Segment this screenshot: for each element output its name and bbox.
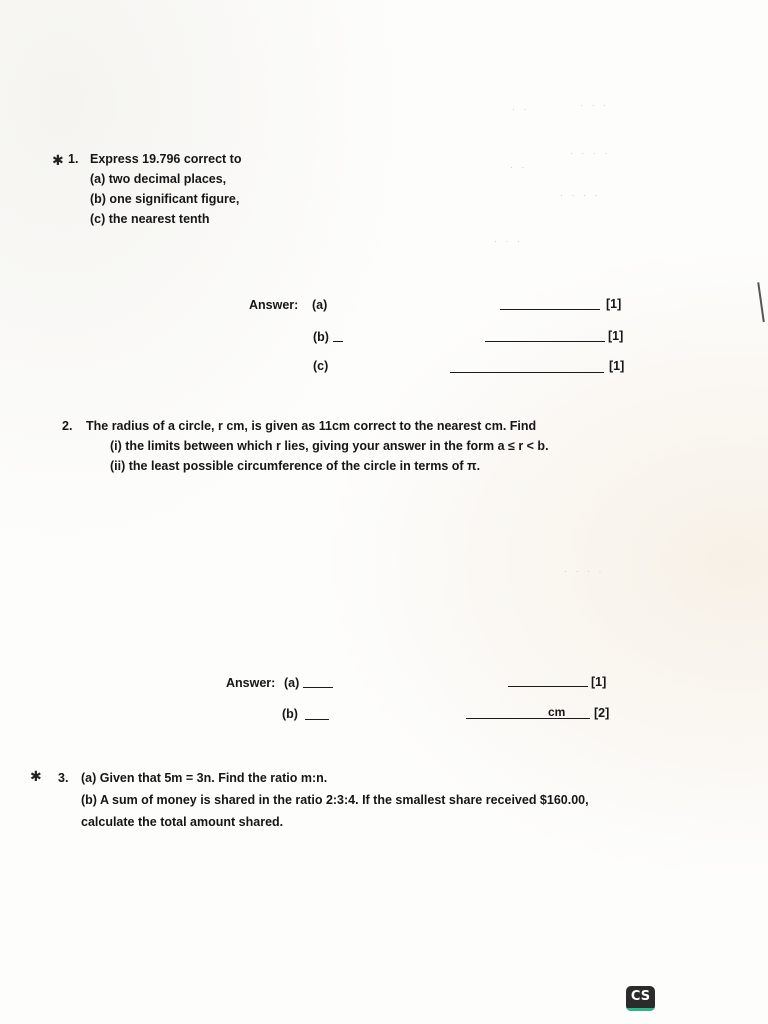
scan-smudge: · · (510, 162, 528, 172)
answer-part-label: (a) (284, 676, 300, 690)
answer-line-2b[interactable] (466, 718, 590, 719)
margin-star-icon: ✱ (52, 152, 64, 168)
answer-part-label: (c) (313, 359, 329, 373)
answer-label: Answer: (226, 676, 276, 690)
marks-badge: [2] (594, 706, 610, 720)
answer-part-label: (a) (312, 298, 328, 312)
question-1-line: (b) one significant figure, (90, 192, 240, 206)
marks-badge: [1] (608, 329, 624, 343)
scan-smudge: · · (512, 104, 530, 114)
scan-smudge: · · · · (564, 566, 605, 576)
marks-badge: [1] (606, 297, 622, 311)
unit-label: cm (548, 705, 566, 719)
question-3 (58, 767, 589, 833)
question-2 (62, 416, 549, 476)
question-2-line: (ii) the least possible circumference of the circle in terms of π. (110, 459, 481, 473)
question-1-line: (a) two decimal places, (90, 172, 227, 186)
scan-smudge: · · · · (560, 190, 601, 200)
question-2-number: 2. (62, 419, 73, 433)
page-edge-mark (757, 282, 768, 322)
camscanner-logo-icon: CS (626, 986, 655, 1011)
answer-line-1a[interactable] (500, 309, 600, 310)
scan-smudge: · · · · (570, 148, 611, 158)
answer-line-1c[interactable] (450, 372, 604, 373)
answer-part-label: (b) (313, 330, 329, 344)
answer-part-label: (b) (282, 707, 298, 721)
answer-line-1b[interactable] (485, 341, 605, 342)
question-3-line: calculate the total amount shared. (81, 815, 284, 829)
scan-smudge: · · · (494, 236, 523, 246)
margin-star-icon: ✱ (30, 768, 42, 784)
question-3-line: (a) Given that 5m = 3n. Find the ratio m:n. (81, 771, 328, 785)
question-1-line: (c) the nearest tenth (90, 212, 210, 226)
answer-line-2a-start[interactable] (303, 687, 333, 688)
answer-line-1b-start[interactable] (333, 341, 343, 342)
question-3-number: 3. (58, 771, 69, 785)
answer-line-2b-start[interactable] (305, 719, 329, 720)
question-2-line: The radius of a circle, r cm, is given as 11cm correct to the nearest cm. Find (86, 419, 537, 433)
marks-badge: [1] (591, 675, 607, 689)
question-3-line: (b) A sum of money is shared in the ratio 2:3:4. If the smallest share received $160.00, (81, 793, 589, 807)
question-1-number: 1. (68, 152, 79, 166)
scan-smudge: · · · (580, 100, 609, 110)
question-1-line: Express 19.796 correct to (90, 152, 242, 166)
marks-badge: [1] (609, 359, 625, 373)
answer-line-2a[interactable] (508, 686, 588, 687)
question-2-line: (i) the limits between which r lies, giving your answer in the form a ≤ r < b. (110, 439, 549, 453)
answer-label: Answer: (249, 298, 299, 312)
question-1 (68, 149, 241, 229)
